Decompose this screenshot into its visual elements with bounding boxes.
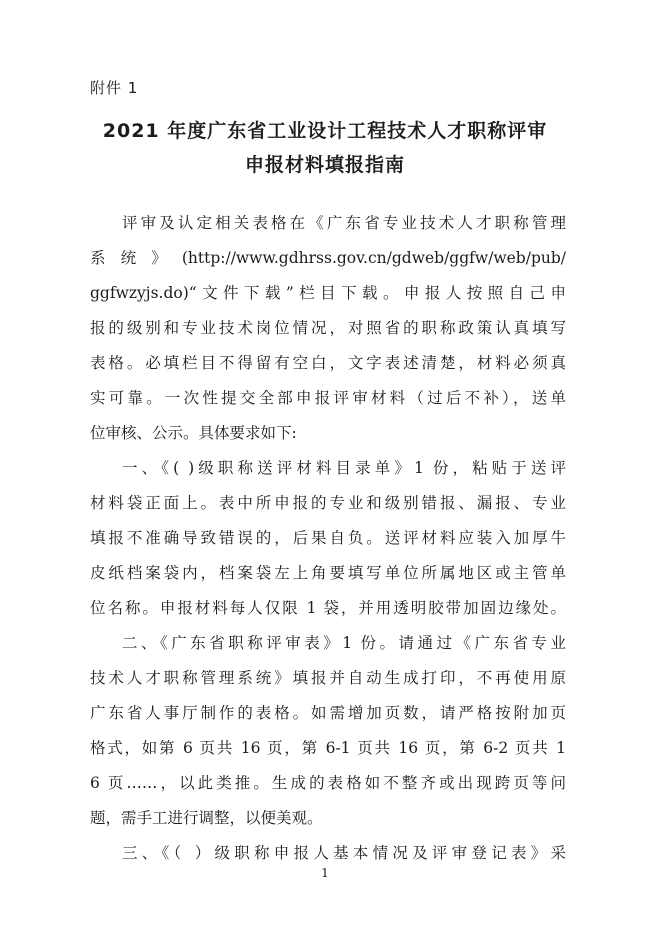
body-line: 6 页……，以此类推。生成的表格如不整齐或出现跨页等问 xyxy=(90,774,566,792)
body-line: 皮纸档案袋内，档案袋左上角要填写单位所属地区或主管单 xyxy=(90,564,566,582)
body-line: 表格。必填栏目不得留有空白，文字表述清楚，材料必须真 xyxy=(90,354,566,372)
body-line: 三、《（ ）级职称申报人基本情况及评审登记表》采 xyxy=(122,844,566,862)
body-line: 系统》(http://www.gdhrss.gov.cn/gdweb/ggfw/web/pub/ xyxy=(90,249,566,267)
page-number: 1 xyxy=(321,866,329,880)
body-line: 实可靠。一次性提交全部申报评审材料（过后不补），送单 xyxy=(90,389,566,407)
document-body xyxy=(90,206,566,871)
body-line: 题，需手工进行调整，以便美观。 xyxy=(90,809,323,827)
body-line: ggfwzyjs.do)“文件下载”栏目下载。申报人按照自己申 xyxy=(90,284,566,302)
body-line: 技术人才职称管理系统》填报并自动生成打印，不再使用原 xyxy=(90,669,566,687)
document-title-line-2: 申报材料填报指南 xyxy=(244,154,405,176)
body-line: 广东省人事厅制作的表格。如需增加页数，请严格按附加页 xyxy=(90,704,566,722)
body-line: 报的级别和专业技术岗位情况，对照省的职称政策认真填写 xyxy=(90,319,566,337)
body-line: 二、《广东省职称评审表》1 份。请通过《广东省专业 xyxy=(122,634,566,652)
body-line: 位名称。申报材料每人仅限 1 袋，并用透明胶带加固边缘处。 xyxy=(90,599,566,617)
body-line: 评审及认定相关表格在《广东省专业技术人才职称管理 xyxy=(122,214,566,232)
document-title-line-1: 2021 年度广东省工业设计工程技术人才职称评审 xyxy=(102,120,548,142)
body-line: 格式，如第 6 页共 16 页，第 6-1 页共 16 页，第 6-2 页共 1 xyxy=(90,739,566,757)
body-line: 一、《( )级职称送评材料目录单》1 份，粘贴于送评 xyxy=(122,459,566,477)
body-line: 填报不准确导致错误的，后果自负。送评材料应装入加厚牛 xyxy=(90,529,566,547)
body-line: 材料袋正面上。表中所申报的专业和级别错报、漏报、专业 xyxy=(90,494,566,512)
body-line: 位审核、公示。具体要求如下: xyxy=(90,424,297,442)
attachment-label: 附件 1 xyxy=(90,79,139,97)
